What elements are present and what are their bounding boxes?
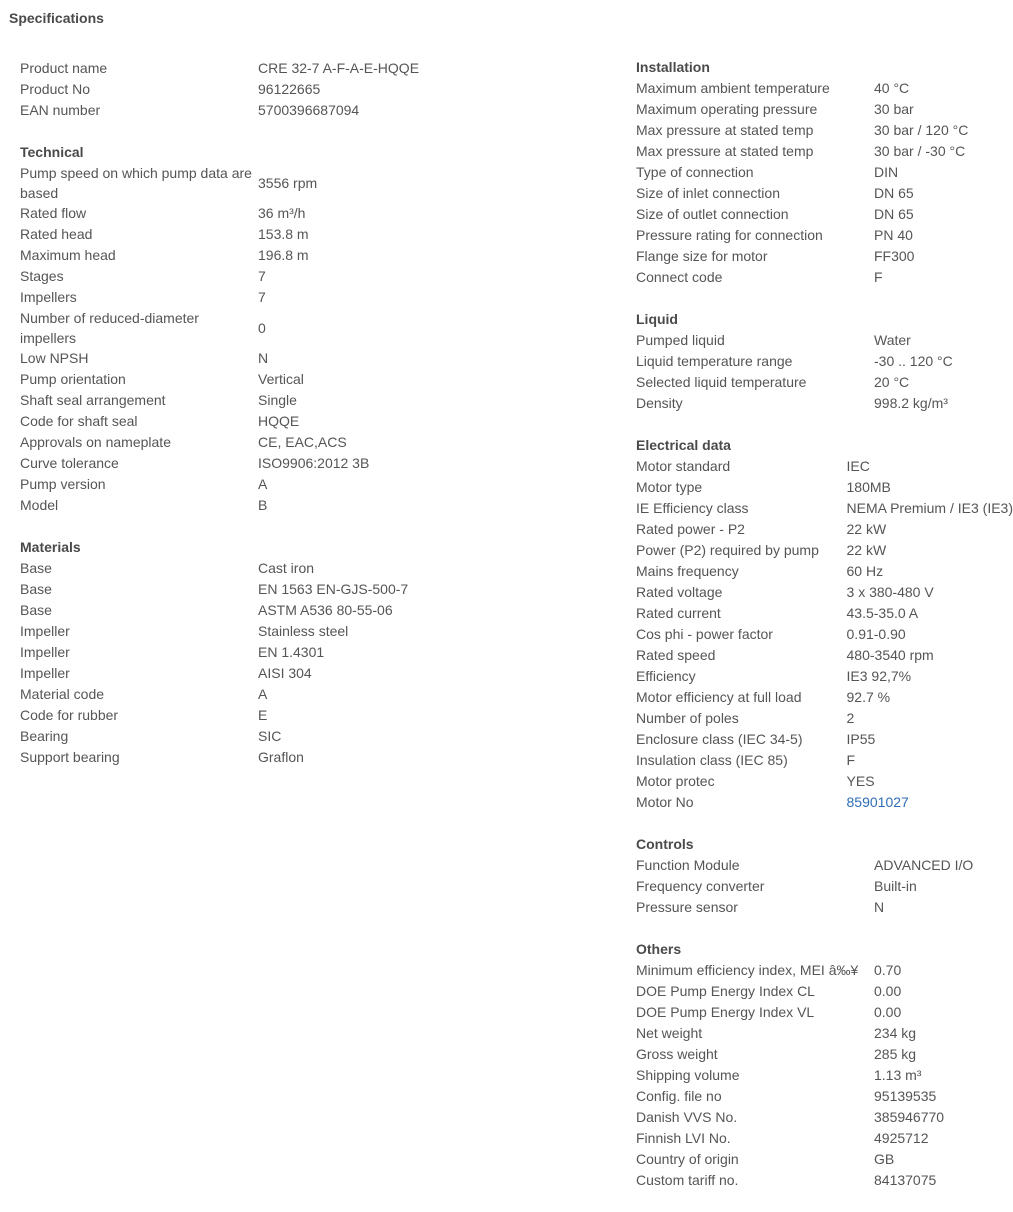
spec-label: Config. file no: [636, 1088, 722, 1104]
spec-row: [20, 266, 369, 287]
spec-label: Rated voltage: [636, 584, 723, 600]
spec-value: Cast iron: [258, 560, 315, 576]
spec-label: Pump version: [20, 476, 106, 492]
spec-label: Code for rubber: [20, 707, 119, 723]
spec-label: Minimum efficiency index, MEI â‰¥: [636, 962, 859, 978]
spec-row: [20, 621, 408, 642]
spec-row: [636, 498, 1013, 519]
spec-value: 180MB: [846, 479, 891, 495]
spec-value: 5700396687094: [258, 102, 360, 118]
spec-label: Shipping volume: [636, 1067, 740, 1083]
spec-label: Pressure sensor: [636, 899, 738, 915]
spec-row: [20, 245, 369, 266]
spec-label: Base: [20, 560, 52, 576]
spec-value: CE, EAC,ACS: [258, 434, 347, 450]
spec-row: [20, 642, 408, 663]
spec-value: ISO9906:2012 3B: [258, 455, 370, 471]
spec-label: Pump speed on which pump data are based: [20, 165, 252, 201]
spec-value: 95139535: [874, 1088, 937, 1104]
spec-row: [636, 225, 968, 246]
spec-label: Curve tolerance: [20, 455, 119, 471]
spec-label: Enclosure class (IEC 34-5): [636, 731, 803, 747]
spec-label: Motor protec: [636, 773, 715, 789]
spec-label: Maximum ambient temperature: [636, 80, 830, 96]
spec-row: [636, 393, 953, 414]
spec-label: Max pressure at stated temp: [636, 122, 814, 138]
others-section: [636, 939, 1013, 1191]
spec-label: Danish VVS No.: [636, 1109, 738, 1125]
spec-row: [636, 267, 968, 288]
spec-value: 0.00: [874, 1004, 902, 1020]
spec-row: [20, 163, 369, 203]
spec-value: F: [846, 752, 856, 768]
spec-row: [636, 183, 968, 204]
spec-row: [20, 79, 419, 100]
spec-value: 234 kg: [874, 1025, 917, 1041]
spec-row: [636, 1170, 944, 1191]
spec-label: Finnish LVI No.: [636, 1130, 731, 1146]
section-title: Liquid: [636, 311, 678, 327]
spec-row: [20, 411, 369, 432]
spec-row: [20, 684, 408, 705]
spec-label: Motor efficiency at full load: [636, 689, 802, 705]
spec-row: [20, 600, 408, 621]
spec-value: 4925712: [874, 1130, 929, 1146]
spec-value: N: [874, 899, 885, 915]
spec-label: Rated power - P2: [636, 521, 745, 537]
spec-value: GB: [874, 1151, 895, 1167]
installation-section: [636, 57, 1013, 288]
spec-value: SIC: [258, 728, 282, 744]
spec-row: [636, 1023, 944, 1044]
spec-row: [636, 750, 1013, 771]
spec-value: 3 x 380-480 V: [846, 584, 934, 600]
spec-value: Stainless steel: [258, 623, 349, 639]
spec-value: 0: [258, 319, 266, 336]
spec-row: [636, 1107, 944, 1128]
section-title: Installation: [636, 59, 710, 75]
spec-value: 22 kW: [846, 542, 887, 558]
spec-value: 385946770: [874, 1109, 945, 1125]
spec-row: [20, 58, 419, 79]
spec-row: [636, 246, 968, 267]
spec-label: Size of inlet connection: [636, 185, 780, 201]
spec-row: [636, 1086, 944, 1107]
spec-label: Cos phi - power factor: [636, 626, 773, 642]
spec-label: Frequency converter: [636, 878, 765, 894]
spec-row: [636, 1149, 944, 1170]
spec-row: [20, 369, 369, 390]
spec-label: Impellers: [20, 289, 77, 305]
spec-value: 84137075: [874, 1172, 937, 1188]
left-column: [20, 58, 600, 789]
spec-value: 92.7 %: [846, 689, 891, 705]
spec-value: Water: [874, 332, 911, 348]
spec-label: Bearing: [20, 728, 69, 744]
spec-value: IEC: [846, 458, 870, 474]
spec-value: 0.70: [874, 962, 902, 978]
page-title: Specifications: [9, 10, 104, 26]
spec-label: Impeller: [20, 623, 70, 639]
spec-value: 22 kW: [846, 521, 887, 537]
spec-row: [20, 100, 419, 121]
spec-label: Max pressure at stated temp: [636, 143, 814, 159]
spec-row: [636, 855, 973, 876]
spec-row: [636, 78, 968, 99]
spec-row: [20, 663, 408, 684]
spec-table: [636, 78, 968, 288]
spec-row: [20, 224, 369, 245]
spec-row: [636, 666, 1013, 687]
section-title: Electrical data: [636, 437, 731, 453]
spec-label: Net weight: [636, 1025, 703, 1041]
spec-value: 7: [258, 289, 266, 305]
spec-label: Approvals on nameplate: [20, 434, 171, 450]
spec-row: [636, 729, 1013, 750]
spec-row: [20, 453, 369, 474]
spec-row: [636, 330, 953, 351]
general-section: [20, 58, 600, 121]
spec-label: Model: [20, 497, 59, 513]
spec-value: B: [258, 497, 268, 513]
spec-label: Maximum head: [20, 247, 116, 263]
spec-row: [20, 747, 408, 768]
spec-row: [20, 432, 369, 453]
spec-label: Base: [20, 581, 52, 597]
spec-value: 153.8 m: [258, 226, 309, 242]
spec-row: [20, 558, 408, 579]
spec-row: [636, 162, 968, 183]
spec-label: Pressure rating for connection: [636, 227, 823, 243]
spec-value: F: [874, 269, 883, 285]
spec-table: [636, 960, 944, 1191]
spec-value: PN 40: [874, 227, 913, 243]
controls-section: [636, 834, 1013, 918]
spec-value: 30 bar / 120 °C: [874, 122, 969, 138]
spec-row: [20, 726, 408, 747]
spec-value: E: [258, 707, 268, 723]
spec-value: 480-3540 rpm: [846, 647, 934, 663]
spec-row: [636, 1002, 944, 1023]
liquid-section: [636, 309, 1013, 414]
spec-value: 2: [846, 710, 855, 726]
spec-label: Number of poles: [636, 710, 739, 726]
spec-value: 36 m³/h: [258, 205, 306, 221]
spec-label: Product No: [20, 81, 91, 97]
spec-label: Power (P2) required by pump: [636, 542, 819, 558]
spec-table: [20, 558, 408, 768]
spec-row: [636, 792, 1013, 813]
spec-value: 0.00: [874, 983, 902, 999]
spec-row: [20, 495, 369, 516]
spec-value: -30 .. 120 °C: [874, 353, 953, 369]
spec-label: Support bearing: [20, 749, 120, 765]
spec-value: DN 65: [874, 206, 914, 222]
spec-value: Vertical: [258, 371, 304, 387]
spec-value: IE3 92,7%: [846, 668, 912, 684]
spec-value: CRE 32-7 A-F-A-E-HQQE: [258, 60, 420, 76]
spec-value: A: [258, 476, 268, 492]
spec-row: [636, 519, 1013, 540]
spec-value: 40 °C: [874, 80, 910, 96]
section-title: Materials: [20, 539, 81, 555]
spec-value: 196.8 m: [258, 247, 309, 263]
spec-row: [636, 1044, 944, 1065]
spec-value: 96122665: [258, 81, 321, 97]
spec-label: Rated head: [20, 226, 93, 242]
spec-label: Maximum operating pressure: [636, 101, 818, 117]
spec-label: Connect code: [636, 269, 723, 285]
spec-row: [20, 287, 369, 308]
spec-value: A: [258, 686, 268, 702]
spec-row: [20, 203, 369, 224]
spec-value: N: [258, 350, 269, 366]
spec-label: Number of reduced-diameter impellers: [20, 310, 199, 346]
spec-label: Product name: [20, 60, 108, 76]
spec-row: [636, 1128, 944, 1149]
spec-row: [636, 960, 944, 981]
spec-label: EAN number: [20, 102, 101, 118]
spec-label: Mains frequency: [636, 563, 739, 579]
spec-row: [636, 708, 1013, 729]
spec-table: [636, 330, 953, 414]
section-title: Technical: [20, 144, 84, 160]
spec-row: [636, 771, 1013, 792]
spec-table: [636, 855, 973, 918]
spec-row: [636, 645, 1013, 666]
spec-row: [636, 687, 1013, 708]
spec-label: Code for shaft seal: [20, 413, 138, 429]
spec-label: Efficiency: [636, 668, 696, 684]
spec-value: 1.13 m³: [874, 1067, 922, 1083]
spec-row: [636, 477, 1013, 498]
spec-value: Built-in: [874, 878, 917, 894]
spec-value: YES: [846, 773, 875, 789]
spec-row: [636, 99, 968, 120]
spec-value: 30 bar / -30 °C: [874, 143, 966, 159]
spec-table: [20, 58, 419, 121]
spec-label: Motor No: [636, 794, 694, 810]
spec-row: [20, 348, 369, 369]
spec-row: [20, 579, 408, 600]
spec-row: [636, 540, 1013, 561]
spec-label: Density: [636, 395, 683, 411]
section-title: Controls: [636, 836, 694, 852]
spec-value: AISI 304: [258, 665, 312, 681]
spec-value: 20 °C: [874, 374, 910, 390]
spec-label: Motor type: [636, 479, 703, 495]
spec-value: DIN: [874, 164, 899, 180]
spec-row: [636, 120, 968, 141]
spec-value: 285 kg: [874, 1046, 917, 1062]
spec-value: EN 1563 EN-GJS-500-7: [258, 581, 409, 597]
spec-label: Rated current: [636, 605, 721, 621]
spec-label: IE Efficiency class: [636, 500, 749, 516]
spec-row: [636, 603, 1013, 624]
electrical-section: [636, 435, 1013, 813]
spec-value: Graflon: [258, 749, 304, 765]
spec-label: Gross weight: [636, 1046, 718, 1062]
technical-section: [20, 142, 600, 516]
spec-label: Function Module: [636, 857, 740, 873]
spec-label: Country of origin: [636, 1151, 739, 1167]
spec-value: 0.91-0.90: [846, 626, 906, 642]
spec-table: [20, 163, 369, 516]
spec-label: Insulation class (IEC 85): [636, 752, 788, 768]
spec-row: [636, 876, 973, 897]
spec-row: [636, 204, 968, 225]
spec-row: [636, 582, 1013, 603]
spec-value: ADVANCED I/O: [874, 857, 974, 873]
spec-label: DOE Pump Energy Index VL: [636, 1004, 815, 1020]
spec-label: Selected liquid temperature: [636, 374, 807, 390]
spec-value: IP55: [846, 731, 876, 747]
spec-row: [636, 372, 953, 393]
spec-label: Material code: [20, 686, 105, 702]
spec-row: [636, 141, 968, 162]
spec-value: 998.2 kg/m³: [874, 395, 948, 411]
spec-value: 7: [258, 268, 266, 284]
spec-label: Impeller: [20, 644, 70, 660]
spec-value: 30 bar: [874, 101, 914, 117]
spec-value: NEMA Premium / IE3 (IE3): [846, 500, 1013, 516]
spec-row: [636, 351, 953, 372]
spec-value: HQQE: [258, 413, 300, 429]
spec-row: [20, 474, 369, 495]
spec-label: Pumped liquid: [636, 332, 725, 348]
spec-label: Shaft seal arrangement: [20, 392, 166, 408]
spec-row: [20, 308, 369, 348]
spec-label: Liquid temperature range: [636, 353, 793, 369]
spec-row: [636, 981, 944, 1002]
spec-label: Motor standard: [636, 458, 731, 474]
spec-label: Pump orientation: [20, 371, 126, 387]
spec-value: Single: [258, 392, 297, 408]
spec-label: Rated speed: [636, 647, 716, 663]
spec-row: [636, 561, 1013, 582]
spec-label: Flange size for motor: [636, 248, 768, 264]
section-title: Others: [636, 941, 682, 957]
spec-label: Rated flow: [20, 205, 87, 221]
spec-row: [636, 1065, 944, 1086]
spec-value: FF300: [874, 248, 915, 264]
materials-section: [20, 537, 600, 768]
spec-table: [636, 456, 1013, 813]
spec-value: ASTM A536 80-55-06: [258, 602, 393, 618]
spec-row: [20, 705, 408, 726]
spec-value: 3556 rpm: [258, 174, 318, 191]
spec-label: Low NPSH: [20, 350, 89, 366]
spec-label: Type of connection: [636, 164, 754, 180]
spec-label: Size of outlet connection: [636, 206, 789, 222]
spec-row: [636, 897, 973, 918]
spec-label: DOE Pump Energy Index CL: [636, 983, 815, 999]
spec-value: EN 1.4301: [258, 644, 325, 660]
spec-label: Impeller: [20, 665, 70, 681]
spec-row: [636, 624, 1013, 645]
spec-row: [20, 390, 369, 411]
spec-label: Base: [20, 602, 52, 618]
spec-value: 60 Hz: [846, 563, 884, 579]
spec-label: Custom tariff no.: [636, 1172, 739, 1188]
motor-number-link[interactable]: 85901027: [846, 794, 909, 810]
right-column: [636, 57, 1013, 1212]
spec-label: Stages: [20, 268, 64, 284]
spec-value: 43.5-35.0 A: [846, 605, 919, 621]
spec-row: [636, 456, 1013, 477]
spec-value: DN 65: [874, 185, 914, 201]
